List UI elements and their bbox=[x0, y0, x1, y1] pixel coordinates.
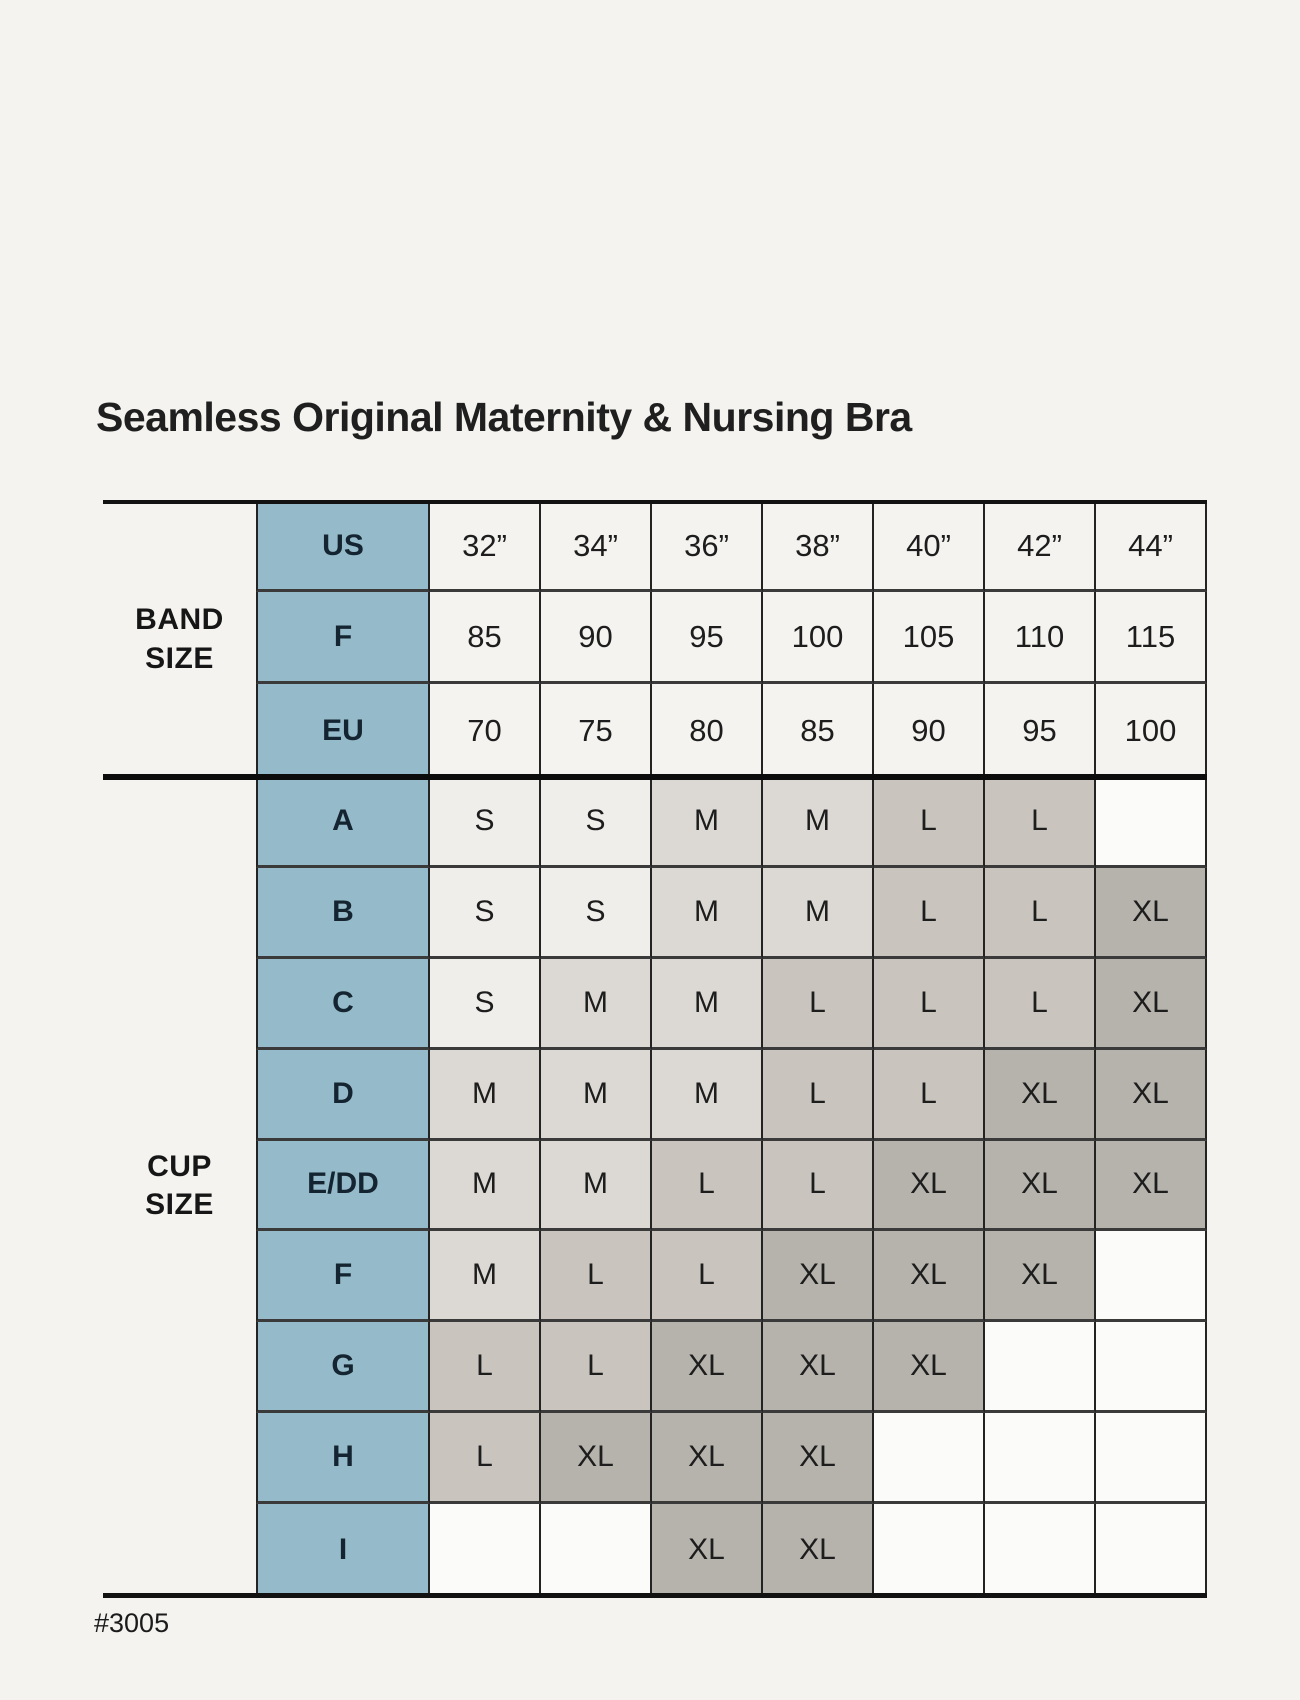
band-row-header-us: US bbox=[256, 502, 430, 592]
cup-size-cell: S bbox=[430, 868, 541, 959]
cup-size-cell: M bbox=[763, 868, 874, 959]
cup-row-header-e-dd: E/DD bbox=[256, 1141, 430, 1232]
page-title: Seamless Original Maternity & Nursing Bra bbox=[96, 394, 912, 440]
cup-size-cell: M bbox=[652, 1050, 763, 1141]
cup-size-cell: XL bbox=[763, 1413, 874, 1504]
cup-size-cell bbox=[985, 1413, 1096, 1504]
product-number: #3005 bbox=[94, 1608, 170, 1638]
band-row-header-eu: EU bbox=[256, 684, 430, 777]
cup-size-cell bbox=[985, 1322, 1096, 1413]
band-row-header-f: F bbox=[256, 592, 430, 684]
band-value-cell: 100 bbox=[763, 592, 874, 684]
cup-size-cell: L bbox=[763, 1141, 874, 1232]
band-value-cell: 42” bbox=[985, 502, 1096, 592]
cup-size-cell: M bbox=[430, 1231, 541, 1322]
cup-size-cell: XL bbox=[652, 1322, 763, 1413]
band-value-cell: 95 bbox=[652, 592, 763, 684]
cup-size-cell: XL bbox=[985, 1231, 1096, 1322]
cup-size-cell: M bbox=[652, 959, 763, 1050]
cup-size-cell: S bbox=[541, 777, 652, 868]
cup-size-cell: L bbox=[874, 868, 985, 959]
cup-size-cell: XL bbox=[1096, 959, 1207, 1050]
cup-size-cell bbox=[1096, 1231, 1207, 1322]
cup-size-cell: L bbox=[985, 868, 1096, 959]
cup-size-cell: L bbox=[763, 959, 874, 1050]
cup-size-cell: L bbox=[985, 959, 1096, 1050]
cup-size-cell: XL bbox=[1096, 1050, 1207, 1141]
cup-row-header-h: H bbox=[256, 1413, 430, 1504]
cup-size-cell: L bbox=[652, 1231, 763, 1322]
cup-size-cell: S bbox=[541, 868, 652, 959]
cup-row-header-a: A bbox=[256, 777, 430, 868]
band-value-cell: 110 bbox=[985, 592, 1096, 684]
band-value-cell: 105 bbox=[874, 592, 985, 684]
cup-size-cell: L bbox=[430, 1322, 541, 1413]
cup-size-cell: L bbox=[430, 1413, 541, 1504]
cup-row-header-d: D bbox=[256, 1050, 430, 1141]
cup-row-header-c: C bbox=[256, 959, 430, 1050]
cup-size-cell: L bbox=[874, 777, 985, 868]
cup-size-cell: L bbox=[541, 1231, 652, 1322]
cup-size-cell: XL bbox=[652, 1413, 763, 1504]
cup-size-cell: M bbox=[652, 868, 763, 959]
cup-size-cell: L bbox=[874, 959, 985, 1050]
band-value-cell: 70 bbox=[430, 684, 541, 777]
band-cup-divider bbox=[103, 774, 1207, 780]
cup-size-cell: XL bbox=[763, 1322, 874, 1413]
cup-size-cell: M bbox=[652, 777, 763, 868]
cup-size-cell: M bbox=[430, 1050, 541, 1141]
band-value-cell: 75 bbox=[541, 684, 652, 777]
cup-size-cell: M bbox=[541, 1050, 652, 1141]
band-value-cell: 90 bbox=[874, 684, 985, 777]
band-value-cell: 115 bbox=[1096, 592, 1207, 684]
cup-size-cell: XL bbox=[874, 1322, 985, 1413]
cup-size-cell: S bbox=[430, 959, 541, 1050]
cup-size-cell: XL bbox=[1096, 1141, 1207, 1232]
band-size-label: BAND SIZE bbox=[135, 603, 224, 675]
cup-size-cell: XL bbox=[541, 1413, 652, 1504]
cup-size-cell bbox=[1096, 1322, 1207, 1413]
cup-size-cell: XL bbox=[763, 1231, 874, 1322]
cup-size-cell bbox=[430, 1504, 541, 1595]
cup-size-cell: XL bbox=[652, 1504, 763, 1595]
band-value-cell: 38” bbox=[763, 502, 874, 592]
band-value-cell: 90 bbox=[541, 592, 652, 684]
band-value-cell: 36” bbox=[652, 502, 763, 592]
table-top-border bbox=[103, 500, 1207, 504]
cup-size-cell: XL bbox=[763, 1504, 874, 1595]
cup-size-cell bbox=[541, 1504, 652, 1595]
cup-size-cell: L bbox=[874, 1050, 985, 1141]
cup-size-cell: L bbox=[985, 777, 1096, 868]
cup-size-cell: M bbox=[430, 1141, 541, 1232]
cup-size-cell: L bbox=[541, 1322, 652, 1413]
cup-size-cell: M bbox=[763, 777, 874, 868]
cup-size-cell bbox=[874, 1504, 985, 1595]
cup-row-header-f: F bbox=[256, 1231, 430, 1322]
cup-row-header-g: G bbox=[256, 1322, 430, 1413]
band-value-cell: 32” bbox=[430, 502, 541, 592]
cup-row-header-i: I bbox=[256, 1504, 430, 1595]
cup-row-header-b: B bbox=[256, 868, 430, 959]
cup-size-cell bbox=[1096, 1504, 1207, 1595]
cup-size-cell: XL bbox=[985, 1141, 1096, 1232]
cup-size-cell: M bbox=[541, 1141, 652, 1232]
cup-size-cell: M bbox=[541, 959, 652, 1050]
band-value-cell: 95 bbox=[985, 684, 1096, 777]
cup-size-cell: S bbox=[430, 777, 541, 868]
cup-size-cell: XL bbox=[874, 1141, 985, 1232]
band-value-cell: 85 bbox=[763, 684, 874, 777]
band-value-cell: 40” bbox=[874, 502, 985, 592]
band-value-cell: 100 bbox=[1096, 684, 1207, 777]
cup-size-cell bbox=[1096, 777, 1207, 868]
band-value-cell: 80 bbox=[652, 684, 763, 777]
cup-size-cell bbox=[1096, 1413, 1207, 1504]
cup-size-cell bbox=[985, 1504, 1096, 1595]
cup-size-cell: L bbox=[763, 1050, 874, 1141]
cup-size-cell: XL bbox=[1096, 868, 1207, 959]
cup-size-cell bbox=[874, 1413, 985, 1504]
cup-size-cell: XL bbox=[985, 1050, 1096, 1141]
band-value-cell: 85 bbox=[430, 592, 541, 684]
size-table bbox=[103, 502, 1207, 1595]
cup-size-cell: L bbox=[652, 1141, 763, 1232]
band-value-cell: 34” bbox=[541, 502, 652, 592]
cup-size-label: CUP SIZE bbox=[145, 1149, 214, 1221]
band-value-cell: 44” bbox=[1096, 502, 1207, 592]
cup-size-cell: XL bbox=[874, 1231, 985, 1322]
table-bottom-border bbox=[103, 1593, 1207, 1598]
